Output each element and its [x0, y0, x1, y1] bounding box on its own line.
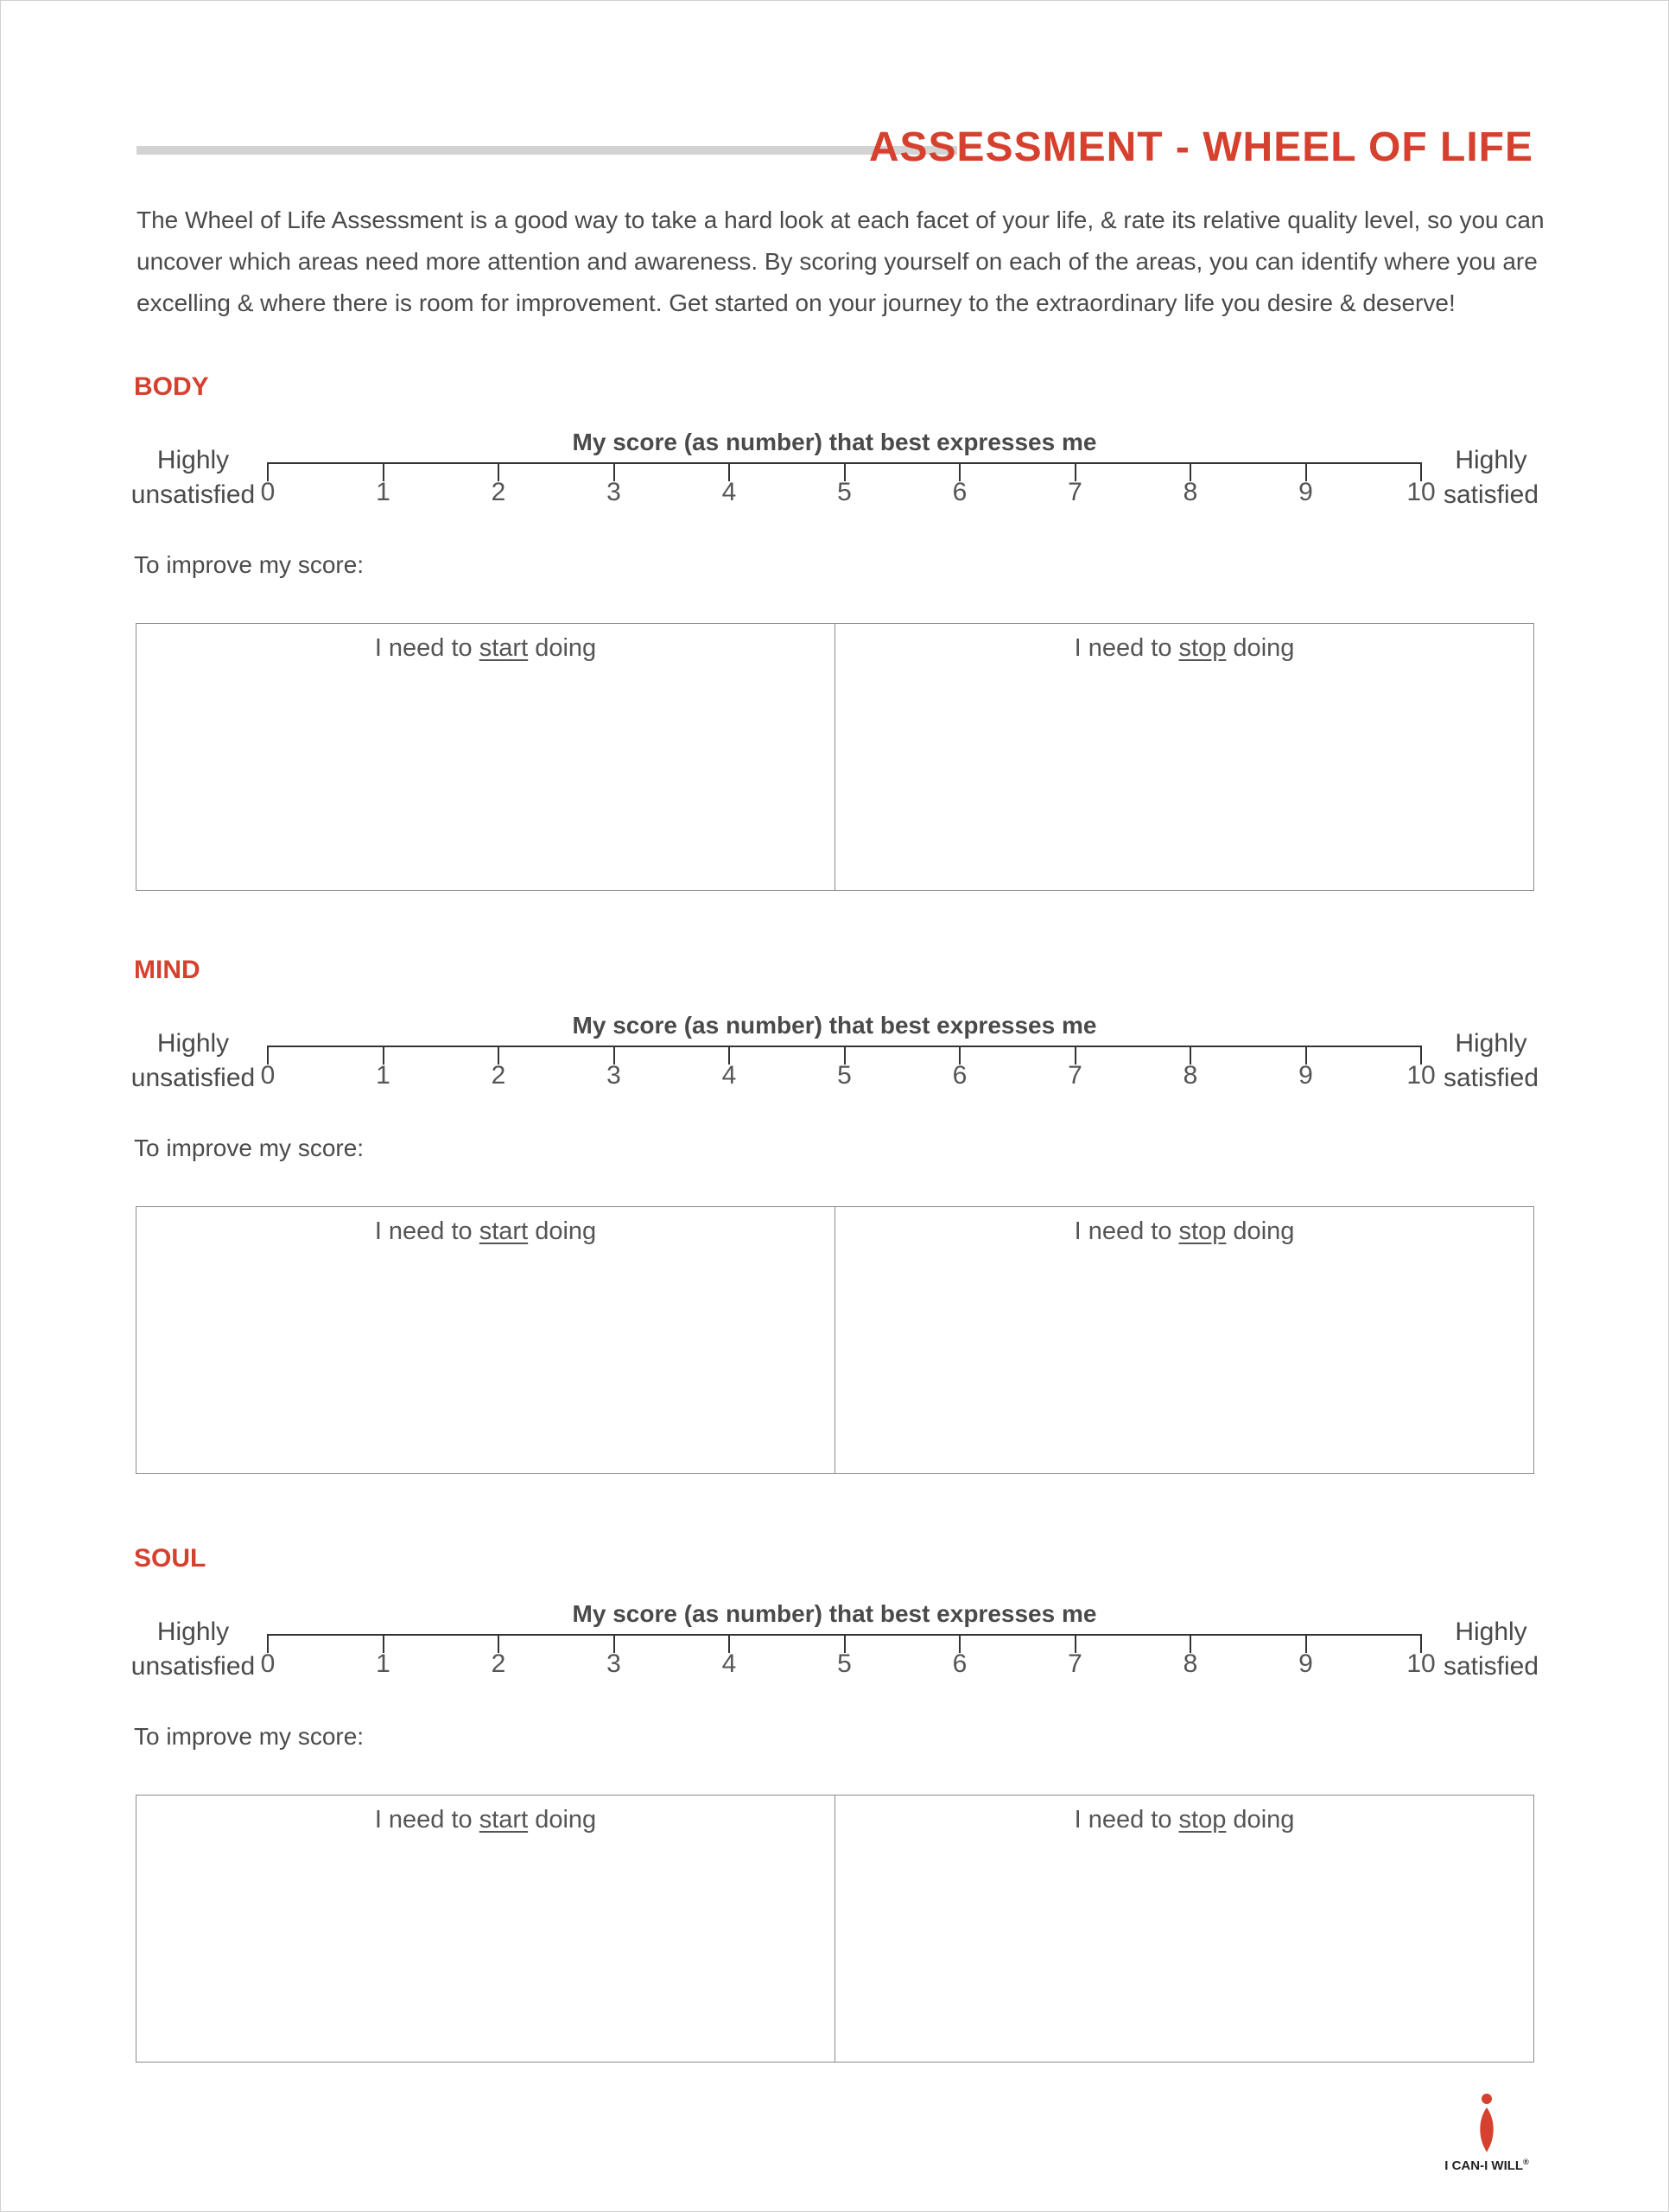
improve-label: To improve my score: — [134, 1723, 365, 1750]
scale-tick-label[interactable]: 5 — [837, 1061, 852, 1090]
section-soul — [1, 1544, 1668, 2097]
start-doing-label: I need to start doing — [374, 634, 597, 662]
scale-right-label: Highly satisfied — [1443, 1618, 1539, 1681]
scale-tick-label[interactable]: 5 — [837, 1649, 852, 1678]
scale-tick-label[interactable]: 0 — [260, 478, 276, 506]
start-doing-label: I need to start doing — [374, 1217, 597, 1245]
scale-tick-label[interactable]: 6 — [952, 1061, 968, 1090]
improve-label: To improve my score: — [134, 551, 365, 578]
logo-text: I CAN-I WILL® — [1444, 2158, 1529, 2173]
scale-tick-label[interactable]: 1 — [376, 478, 390, 506]
header-rule — [136, 146, 957, 155]
scale-tick-label[interactable]: 7 — [1068, 1061, 1082, 1090]
scale-tick-label[interactable]: 10 — [1406, 1649, 1436, 1678]
scale-caption: My score (as number) that best expresses me — [572, 1012, 1097, 1039]
scale-left-label: Highly unsatisfied — [130, 1618, 256, 1681]
stop-doing-box[interactable] — [834, 1796, 1533, 2062]
scale-tick-label[interactable]: 3 — [606, 1649, 621, 1678]
stop-doing-label: I need to stop doing — [1074, 1806, 1295, 1834]
scale-left-label: Highly unsatisfied — [130, 446, 256, 509]
scale-right-label: Highly satisfied — [1443, 1029, 1539, 1092]
section-title: MIND — [134, 956, 200, 984]
start-doing-box[interactable] — [136, 1207, 834, 1473]
stop-doing-label: I need to stop doing — [1074, 634, 1295, 662]
scale-tick-label[interactable]: 0 — [260, 1061, 276, 1090]
scale-tick-label[interactable]: 10 — [1406, 1061, 1436, 1090]
scale-tick-label[interactable]: 1 — [376, 1649, 390, 1678]
section-title: BODY — [134, 372, 209, 401]
intro-paragraph: The Wheel of Life Assessment is a good way to take a hard look at each facet of your life, & rate its relative quality level, so you can uncover which areas need more attention and awareness. By scoring yourself on each of the areas, you can identify where you are excelling & where there is room for improvement. Get started on your journey to the extraordinary life you desire & deserve! — [136, 207, 1545, 316]
scale-tick-label[interactable]: 9 — [1298, 1649, 1313, 1678]
scale-tick-label[interactable]: 0 — [260, 1649, 276, 1678]
scale-tick-label[interactable]: 5 — [837, 478, 852, 506]
section-mind — [1, 956, 1668, 1509]
scale-tick-label[interactable]: 4 — [721, 1649, 737, 1678]
stop-doing-box[interactable] — [834, 624, 1533, 890]
scale-tick-label[interactable]: 9 — [1298, 1061, 1313, 1090]
scale-tick-label[interactable]: 2 — [491, 1649, 506, 1678]
scale-tick-label[interactable]: 8 — [1183, 1061, 1198, 1090]
scale-tick-label[interactable]: 3 — [606, 478, 621, 506]
improvement-boxes — [136, 1206, 1534, 1474]
scale-tick-label[interactable]: 4 — [721, 1061, 737, 1090]
section-title: SOUL — [134, 1544, 206, 1573]
stop-doing-label: I need to stop doing — [1074, 1217, 1295, 1245]
scale-tick-label[interactable]: 2 — [491, 478, 506, 506]
scale-tick-label[interactable]: 3 — [606, 1061, 621, 1090]
scale-tick-label[interactable]: 2 — [491, 1061, 506, 1090]
brand-logo — [1435, 2090, 1539, 2177]
improvement-boxes — [136, 1795, 1534, 2063]
scale-caption: My score (as number) that best expresses me — [572, 1600, 1097, 1627]
scale-tick-label[interactable]: 7 — [1068, 478, 1082, 506]
scale-tick-label[interactable]: 9 — [1298, 478, 1313, 506]
scale-tick-label[interactable]: 6 — [952, 1649, 968, 1678]
i-can-i-will-logo-icon — [1435, 2090, 1539, 2159]
scale-tick-label[interactable]: 6 — [952, 478, 968, 506]
scale-right-label: Highly satisfied — [1443, 446, 1539, 509]
page-title: ASSESSMENT - WHEEL OF LIFE — [868, 124, 1533, 170]
scale-tick-label[interactable]: 1 — [376, 1061, 390, 1090]
section-body — [1, 372, 1668, 925]
start-doing-label: I need to start doing — [374, 1806, 597, 1834]
scale-left-label: Highly unsatisfied — [130, 1029, 256, 1092]
start-doing-box[interactable] — [136, 624, 834, 890]
start-doing-box[interactable] — [136, 1796, 834, 2062]
improve-label: To improve my score: — [134, 1135, 365, 1161]
scale-tick-label[interactable]: 4 — [721, 478, 737, 506]
scale-tick-label[interactable]: 8 — [1183, 1649, 1198, 1678]
scale-tick-label[interactable]: 7 — [1068, 1649, 1082, 1678]
scale-tick-label[interactable]: 10 — [1406, 478, 1436, 506]
improvement-boxes — [136, 623, 1534, 891]
scale-tick-label[interactable]: 8 — [1183, 478, 1198, 506]
scale-caption: My score (as number) that best expresses me — [572, 429, 1097, 455]
stop-doing-box[interactable] — [834, 1207, 1533, 1473]
